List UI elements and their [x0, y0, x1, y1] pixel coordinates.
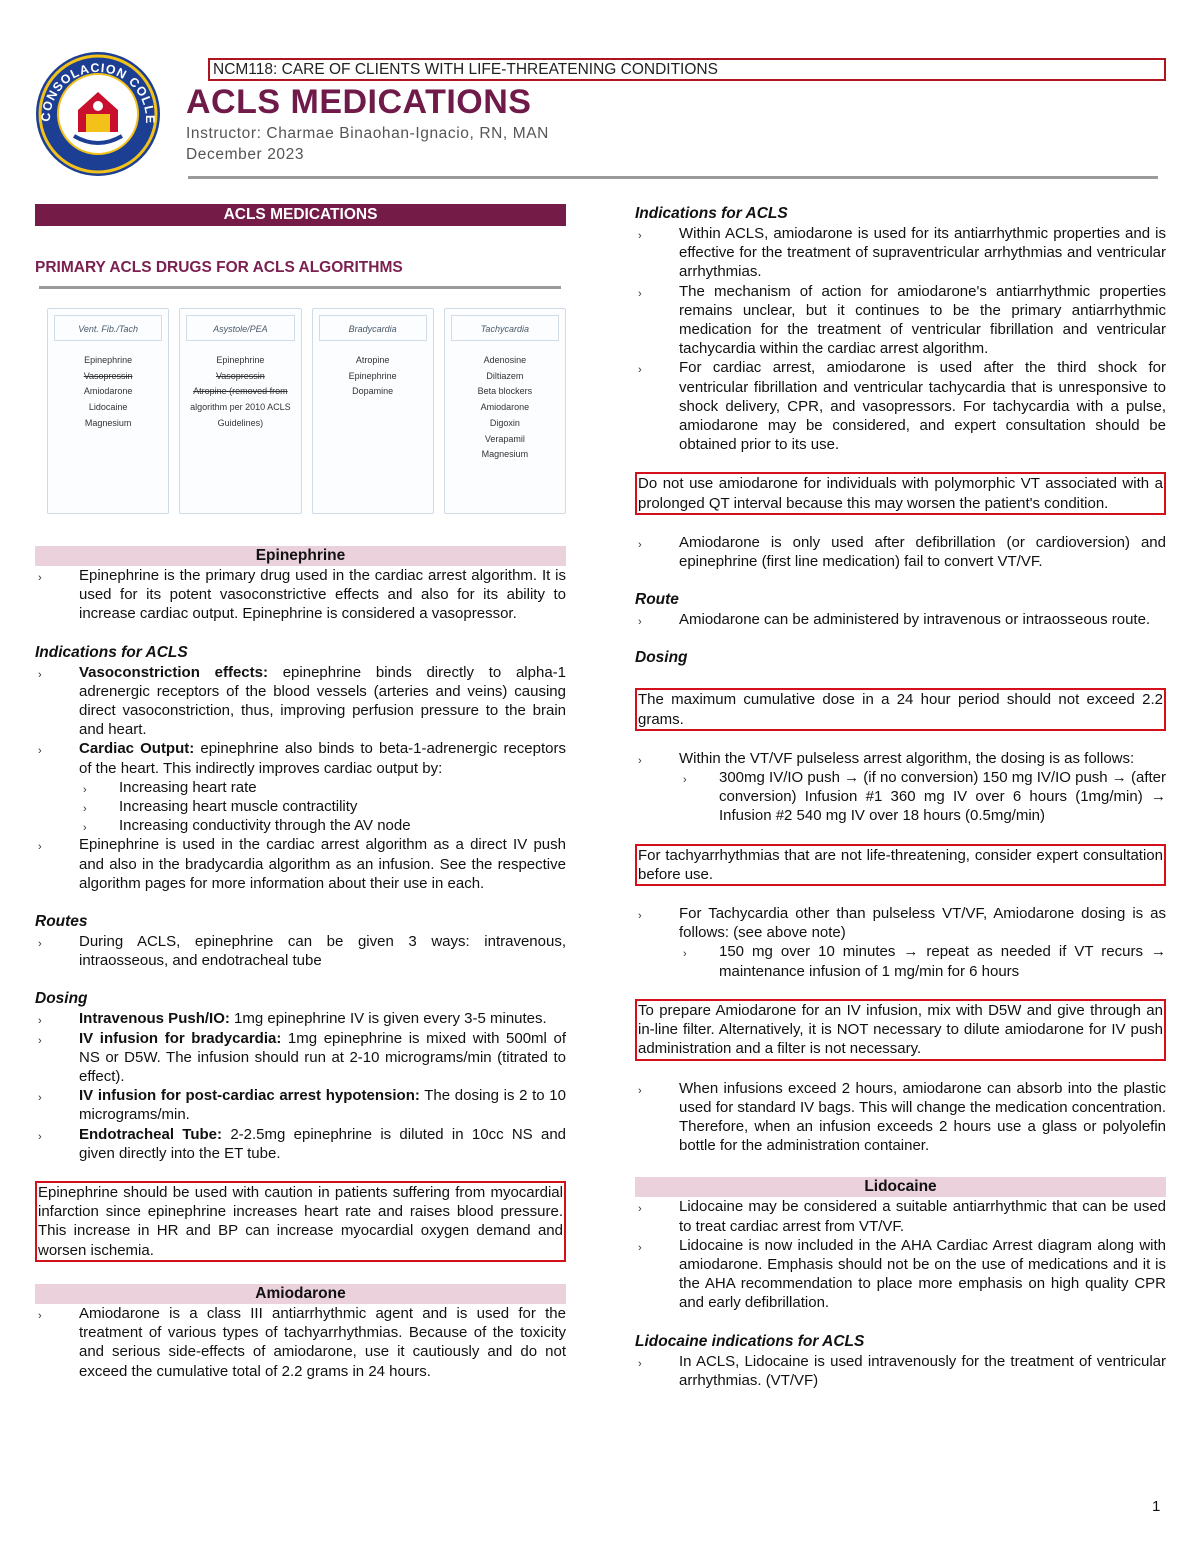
lidocaine-indications-list [635, 1352, 1166, 1390]
list-item [35, 1029, 566, 1087]
drug-card-bradycardia [312, 308, 434, 514]
list-item: › In ACLS, Lidocaine is used intravenously for the treatment of ventricular arrhythmias. (VT/VF) [635, 1352, 1166, 1390]
item-label: Cardiac Output: [79, 740, 195, 758]
tachycardia-dosing-sublist [679, 942, 1166, 980]
epinephrine-dosing-list [35, 1009, 566, 1163]
item-text: The dosing is 2 to 10 micrograms/min. [79, 1087, 566, 1124]
left-column [35, 204, 566, 1381]
item-text: For Tachycardia other than pulseless VT/VF, Amiodarone dosing is as follows: (see above note) [679, 905, 1166, 942]
drug-item: Vasopressin [83, 370, 133, 381]
amiodarone-intro-list [35, 1304, 566, 1381]
drug-list [48, 353, 168, 432]
drug-item: Beta blockers [477, 386, 533, 397]
list-item [635, 904, 1166, 981]
item-label: Intravenous Push/IO: [79, 1010, 230, 1028]
amiodarone-route-list [635, 610, 1166, 629]
drug-item: Dopamine [352, 386, 394, 397]
course-title-box: NCM118: CARE OF CLIENTS WITH LIFE-THREATENING CONDITIONS [208, 58, 1166, 81]
page-number: 1 [1152, 1498, 1161, 1515]
drug-card-heading: Asystole/PEA [186, 315, 294, 341]
drug-item: Diltiazem [486, 370, 524, 381]
list-item: › Epinephrine is used in the cardiac arrest algorithm as a direct IV push and also in the bradycardia algorithm as an infusion. See the respective algorithm pages for more information about their use in each. [35, 835, 566, 893]
list-item [35, 1009, 566, 1028]
list-item [35, 1125, 566, 1163]
list-item [35, 1086, 566, 1124]
list-item: › Amiodarone is only used after defibrillation (or cardioversion) and epinephrine (first line medication) fail to convert VT/VF. [635, 533, 1166, 571]
epinephrine-indications-heading: Indications for ACLS [35, 643, 188, 661]
amiodarone-heading: Amiodarone [35, 1284, 566, 1304]
drug-item: Amiodarone [480, 402, 530, 413]
drug-item: Atropine [355, 355, 390, 365]
drug-card-heading: Bradycardia [319, 315, 427, 341]
drug-item: Epinephrine [216, 355, 265, 365]
list-item: › Epinephrine is the primary drug used in the cardiac arrest algorithm. It is used for its potent vasoconstrictive effects and also for its ability to increase cardiac output. Epinephrine is considered a vasopressor. [35, 566, 566, 624]
sub-list-item: › Increasing heart rate [79, 778, 566, 797]
epinephrine-dosing-heading: Dosing [35, 990, 88, 1008]
item-label: Endotracheal Tube: [79, 1125, 223, 1143]
tachycardia-dosing-list [635, 904, 1166, 981]
drug-item: algorithm per 2010 ACLS [190, 402, 291, 413]
epinephrine-indications-list [35, 663, 566, 893]
drug-item: Magnesium [481, 449, 529, 460]
right-column [635, 204, 1166, 1390]
list-item: › During ACLS, epinephrine can be given 3 ways: intravenous, intraosseous, and endotracheal tube [35, 932, 566, 970]
lidocaine-indications-heading: Lidocaine indications for ACLS [635, 1332, 865, 1350]
drug-card-vfib [47, 308, 169, 514]
list-item: › When infusions exceed 2 hours, amiodarone can absorb into the plastic used for standard IV bags. This will change the medication concentration. Therefore, when an infusion exceeds 2 hours use a glass or polyolefin bottle for the administration container. [635, 1079, 1166, 1156]
drug-list [180, 353, 300, 432]
item-text: Within the VT/VF pulseless arrest algorithm, the dosing is as follows: [679, 749, 1135, 767]
cardiac-output-sublist [79, 778, 566, 836]
sub-list-item: › Increasing conductivity through the AV node [79, 816, 566, 835]
list-item: › Within ACLS, amiodarone is used for its antiarrhythmic properties and is effective for the treatment of supraventricular arrhythmias and ventricular arrhythmias. [635, 224, 1166, 282]
amiodarone-indications-list [635, 224, 1166, 454]
tachyarrhythmia-note: For tachyarrhythmias that are not life-threatening, consider expert consultation before use. [635, 844, 1166, 886]
amiodarone-route-heading: Route [635, 591, 679, 609]
drug-item: Amiodarone [83, 386, 133, 397]
svg-text:LA CONSOLACION COLLEGE: CONSOLACION COLLE [38, 60, 158, 125]
iv-preparation-note: To prepare Amiodarone for an IV infusion, mix with D5W and give through an in-line filter. Alternatively, it is NOT necessary to dilute amiodarone for IV push administration and a filter is not necessary. [635, 999, 1166, 1061]
epinephrine-routes-list [35, 932, 566, 970]
epinephrine-caution-note: Epinephrine should be used with caution in patients suffering from myocardial infarction since epinephrine increases heart rate and raises blood pressure. This increase in HR and BP can increase myocardial oxygen demand and worsen ischemia. [35, 1181, 566, 1262]
list-item [35, 739, 566, 835]
sub-list-item: › 150 mg over 10 minutes → repeat as needed if VT recurs → maintenance infusion of 1 mg/min for 6 hours [679, 942, 1166, 980]
drug-card-heading: Vent. Fib./Tach [54, 315, 162, 341]
item-label: IV infusion for bradycardia: [79, 1029, 282, 1047]
infusion-container-list [635, 1079, 1166, 1156]
list-item: › Amiodarone is a class III antiarrhythmic agent and is used for the treatment of various types of tachyarrhythmias. Because of the toxicity and serious side-effects of amiodarone, use it cautiously and do not exceed the cumulative total of 2.2 grams in 24 hours. [35, 1304, 566, 1381]
list-item: › Lidocaine is now included in the AHA Cardiac Arrest diagram along with amiodarone. Emphasis should not be on the use of medications and it is the AHA recommendation to place more emphasis on high quality CPR and early defibrillation. [635, 1236, 1166, 1313]
vtvf-dosing-list [635, 749, 1166, 826]
list-item: › For cardiac arrest, amiodarone is used after the third shock for ventricular fibrillation and ventricular tachycardia that is unresponsive to shock delivery, CPR, and vasopressors. For tachycardia with a pulse, amiodarone may be considered, and expert consultation should be obtained prior to its use. [635, 358, 1166, 454]
polymorphic-vt-note: Do not use amiodarone for individuals with polymorphic VT associated with a prolonged QT interval because this may worsen the patient's condition. [635, 472, 1166, 514]
primary-drugs-divider [39, 286, 561, 289]
document-date: December 2023 [186, 146, 305, 163]
drug-item: Verapamil [484, 433, 525, 444]
max-dose-note: The maximum cumulative dose in a 24 hour period should not exceed 2.2 grams. [635, 688, 1166, 730]
amiodarone-indications-heading: Indications for ACLS [635, 205, 788, 222]
section-banner: ACLS MEDICATIONS [35, 204, 566, 226]
list-item: › Amiodarone can be administered by intravenous or intraosseous route. [635, 610, 1166, 629]
list-item [635, 749, 1166, 826]
instructor-line: Instructor: Charmae Binaohan-Ignacio, RN, MAN [186, 125, 549, 142]
sub-list-item: › 300mg IV/IO push → (if no conversion) 150 mg IV/IO push → (after conversion) Infusion #1 360 mg IV over 6 hours (1mg/min) → Infusion #2 540 mg IV over 18 hours (0.5mg/min) [679, 768, 1166, 826]
drug-card-heading: Tachycardia [451, 315, 559, 341]
drug-item: Guidelines) [217, 417, 264, 428]
epinephrine-intro-list [35, 566, 566, 624]
item-text: 1mg epinephrine is mixed with 500ml of NS or D5W. The infusion should run at 2-10 micrograms/min (titrated to effect). [79, 1029, 566, 1086]
item-label: IV infusion for post-cardiac arrest hypotension: [79, 1087, 420, 1105]
document-title: ACLS MEDICATIONS [186, 83, 532, 121]
drug-item: Vasopressin [215, 370, 265, 381]
drug-card-tachycardia [444, 308, 566, 514]
lidocaine-heading: Lidocaine [635, 1177, 1166, 1197]
drug-item: Lidocaine [88, 402, 128, 413]
header-divider [188, 176, 1158, 179]
list-item: › Lidocaine may be considered a suitable antiarrhythmic that can be used to treat cardiac arrest from VT/VF. [635, 1197, 1166, 1235]
college-logo [34, 50, 162, 178]
drug-card-asystole [179, 308, 301, 514]
drug-item: Epinephrine [348, 370, 397, 381]
drug-list [313, 353, 433, 400]
vtvf-dosing-sublist [679, 768, 1166, 826]
item-text: 2-2.5mg epinephrine is diluted in 10cc NS and given directly into the ET tube. [79, 1125, 566, 1162]
drug-item: Digoxin [489, 417, 520, 428]
item-text: epinephrine binds directly to alpha-1 adrenergic receptors of the blood vessels (arteries and veins) causing direct vasoconstriction, thus, improving perfusion pressure to the brain and heart. [79, 663, 567, 739]
drug-item: Adenosine [483, 355, 527, 365]
list-item: › The mechanism of action for amiodarone's antiarrhythmic properties remains unclear, but it continues to be the primary antiarrhythmic medication for the treatment of ventricular fibrillation and ventricular tachycardia within the cardiac arrest algorithm. [635, 282, 1166, 359]
drug-item: Magnesium [84, 417, 132, 428]
primary-drugs-heading: PRIMARY ACLS DRUGS FOR ACLS ALGORITHMS [35, 259, 403, 276]
amiodarone-usage-list [635, 533, 1166, 571]
lidocaine-list [635, 1197, 1166, 1312]
item-text: epinephrine also binds to beta-1-adrenergic receptors of the heart. This indirectly improves cardiac output by: [79, 740, 566, 777]
drug-item: Atropine (removed from [193, 386, 288, 397]
epinephrine-routes-heading: Routes [35, 913, 88, 931]
list-item [35, 663, 566, 740]
drug-list [445, 353, 565, 463]
item-text: 1mg epinephrine IV is given every 3-5 minutes. [229, 1010, 547, 1028]
item-label: Vasoconstriction effects: [79, 663, 268, 681]
amiodarone-dosing-heading: Dosing [635, 649, 688, 667]
sub-list-item: › Increasing heart muscle contractility [79, 797, 566, 816]
epinephrine-heading: Epinephrine [35, 546, 566, 566]
primary-drugs-table [47, 308, 566, 514]
drug-item: Epinephrine [84, 355, 133, 365]
